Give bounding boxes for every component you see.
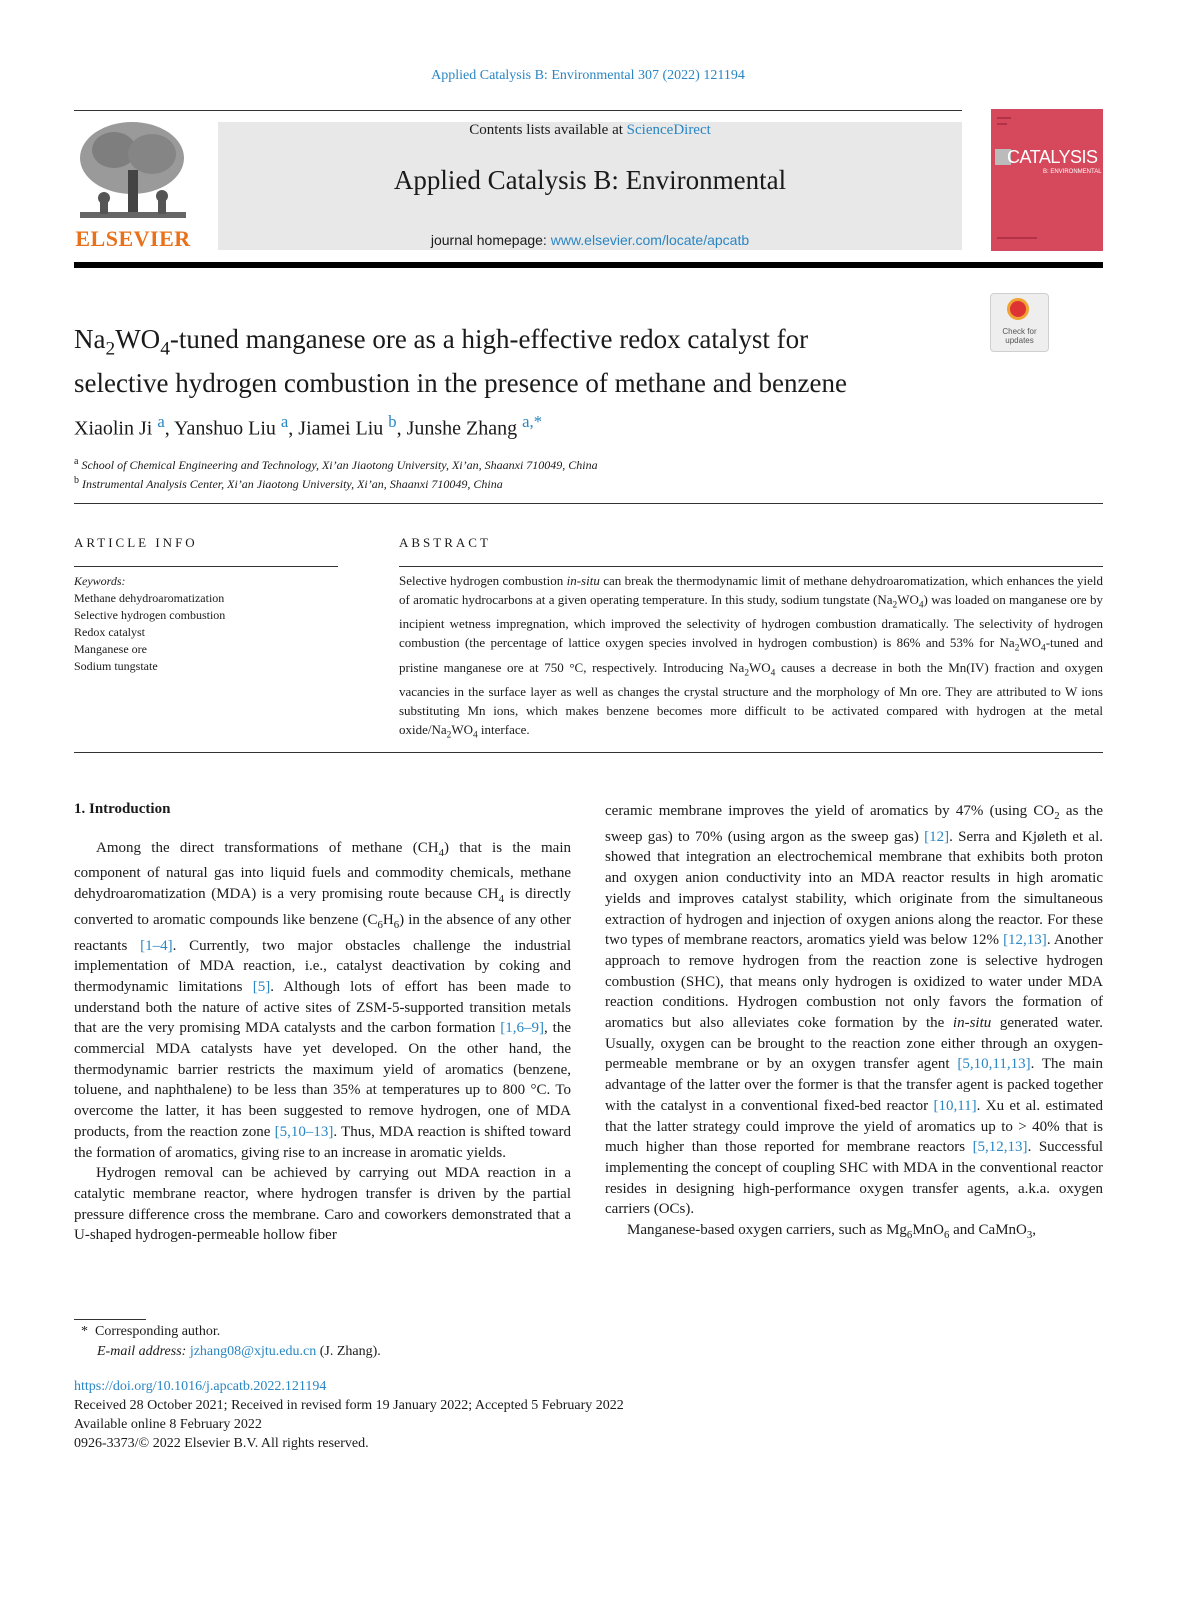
- paragraph: ceramic membrane improves the yield of aromatics by 47% (using $CO_2$ as the sweep gas) to 70% (using argon as the sweep gas) [12]. Serra and Kjøleth et al. showed that integration an electrochemical membrane that exhibits both proton and oxygen anion conductivity into an MDA reactor results in high aromatic yields and improves catalyst stability, which originate from the simultaneous extraction of hydrogen and injection of oxygen anions along the reactor. For these two types of membrane reactors, aromatics yield was below 12% [12,13]. Another approach to remove hydrogen from the reaction zone is selective hydrogen combustion (SHC), that means only hydrogen is oxidized to water under MDA reaction conditions. Hydrogen combustion not only favors the formation of aromatics but also alleviates coke formation by the in-situ generated water. Usually, oxygen can be brought to the reaction zone either through an oxygen-permeable membrane or by an oxygen transfer agent [5,10,11,13]. The main advantage of the latter over the former is that the transfer agent is packed together with the catalyst in a conventional fixed-bed reactor [10,11]. Xu et al. estimated that the latter strategy could improve the yield of aromatics up to > 40% that is much higher than those reported for membrane reactors [5,12,13]. Successful implementing the concept of coupling SHC with MDA in the conventional reactor resides in designing high-performance oxygen transfer agents, a.k.a. oxygen carriers (OCs).: [605, 803, 1103, 1218]
- author-affiliation-mark[interactable]: b: [388, 412, 397, 431]
- reference-link[interactable]: [5,12,13]: [972, 1139, 1028, 1156]
- title-text: Na: [74, 324, 106, 354]
- elsevier-wordmark: ELSEVIER: [75, 226, 191, 251]
- copyright: 0926-3373/© 2022 Elsevier B.V. All rights reserved.: [74, 1436, 369, 1451]
- cover-title: CATALYSIS: [1007, 147, 1098, 167]
- reference-link[interactable]: [1–4]: [140, 937, 173, 954]
- received-dates: Received 28 October 2021; Received in revised form 19 January 2022; Accepted 5 February 2022: [74, 1398, 624, 1413]
- author-affiliation-mark[interactable]: a,*: [522, 412, 543, 431]
- reference-link[interactable]: [1,6–9]: [500, 1020, 545, 1037]
- body-column-right: [605, 801, 1103, 1246]
- affiliation-key: a: [74, 456, 79, 467]
- title-subscript: 4: [160, 338, 170, 360]
- journal-title: Applied Catalysis B: Environmental: [393, 165, 787, 195]
- keyword: Methane dehydroaromatization: [74, 591, 225, 605]
- reference-link[interactable]: [5,10–13]: [274, 1123, 334, 1140]
- doi-link[interactable]: https://doi.org/10.1016/j.apcatb.2022.121194: [74, 1379, 327, 1394]
- masthead-rule: [74, 262, 1103, 268]
- author-name[interactable]: Junshe Zhang: [406, 417, 518, 440]
- check-for-updates-badge[interactable]: [990, 293, 1049, 352]
- section-heading: 1. Introduction: [74, 801, 171, 817]
- article-title: [74, 322, 974, 401]
- homepage-prefix: journal homepage:: [430, 232, 551, 248]
- affiliation: [74, 454, 598, 473]
- email-line: E-mail address: jzhang08@xjtu.edu.cn (J. Zhang).: [97, 1344, 381, 1359]
- cover-subtitle: B: ENVIRONMENTAL: [1043, 169, 1102, 175]
- journal-citation-link[interactable]: Applied Catalysis B: Environmental 307 (2022) 121194: [431, 68, 745, 83]
- check-updates-icon: [1007, 298, 1029, 320]
- elsevier-tree-icon: [74, 120, 192, 224]
- author-name[interactable]: Jiamei Liu: [298, 417, 384, 440]
- paragraph: Hydrogen removal can be achieved by carrying out MDA reaction in a catalytic membrane reactor, where hydrogen transfer is driven by the partial pressure difference cross the membrane. Caro and coworkers demonstrated that a U-shaped hydrogen-permeable hollow fiber: [74, 1165, 571, 1244]
- article-info-rule: [74, 566, 338, 567]
- journal-homepage: [218, 232, 962, 248]
- reference-link[interactable]: [5,10,11,13]: [957, 1056, 1031, 1073]
- journal-citation[interactable]: [0, 68, 1176, 84]
- author-list: Xiaolin Ji $^a$, Yanshuo Liu $^a$, Jiamei Liu $^b$, Junshe Zhang $^{a,*}$: [74, 412, 543, 440]
- journal-cover-thumbnail[interactable]: [991, 109, 1103, 251]
- check-updates-label: Check for updates: [1002, 327, 1037, 345]
- reference-link[interactable]: [12]: [924, 828, 950, 845]
- elsevier-logo[interactable]: [74, 120, 192, 252]
- contents-prefix: Contents lists available at: [469, 122, 627, 138]
- title-subscript: 2: [105, 338, 116, 360]
- title-text: selective hydrogen combustion in the presence of methane and benzene: [74, 368, 847, 399]
- paragraph: Among the direct transformations of methane $(CH_4)$ that is the main component of natural gas into liquid fuels and commodity chemicals, methane dehydroaromatization (MDA) is a very promising route because $CH_4$ is directly converted to aromatic compounds like benzene $(C_6H_6)$ in the absence of any other reactants [1–4]. Currently, two major obstacles challenge the industrial implementation of MDA reaction, i.e., catalyst deactivation by coking and thermodynamic limitations [5]. Although lots of effort has been made to understand both the nature of active sites of ZSM-5-supported transition metals that are the very promising MDA catalysts and the carbon formation [1,6–9], the commercial MDA catalysts have yet developed. On the other hand, the thermodynamic barrier restricts the maximum yield of aromatics (benzene, toluene, and naphthalene) to be less than 35% at temperatures up to 800 °C. To overcome the latter, it has been suggested to remove hydrogen, one of MDA products, from the reaction zone [5,10–13]. Thus, MDA reaction is shifted toward the formation of aromatics, giving rise to an increase in aromatic yields.: [74, 839, 572, 1161]
- author-name[interactable]: Yanshuo Liu: [174, 417, 276, 440]
- keywords-block: [74, 573, 338, 675]
- keyword: Manganese ore: [74, 642, 147, 656]
- abstract-body: Selective hydrogen combustion in-situ can break the thermodynamic limit of methane dehydroaromatization, which enhances the yield of aromatic hydrocarbons at a given operating temperature. In this study, sodium tungstate $(Na_2WO_4)$ was loaded on manganese ore by incipient wetness impregnation, which improved the selectivity of hydrogen combustion dramatically. The selectivity of hydrogen combustion (the percentage of lattice oxygen species involved in hydrogen combustion) is 86% and 53% for $Na_2WO_4$-tuned and pristine manganese ore at 750 °C, respectively. Introducing $Na_2WO_4$ causes a decrease in both the Mn(IV) fraction and oxygen vacancies in the surface layer as well as changes the crystal structure and the morphology of Mn ore. They are attributed to W ions substituting Mn ions, which makes benzene becomes more difficult to be activated compared with hydrogen at the metal oxide/$Na_2WO_4$ interface.: [399, 573, 1103, 741]
- cover-decoration: [997, 123, 1007, 125]
- author-name[interactable]: Xiaolin Ji: [74, 417, 153, 440]
- body-column-left: [74, 799, 571, 1246]
- paragraph: Manganese-based oxygen carriers, such as $Mg_6MnO_6$ and CaMnO$_3$,: [627, 1222, 1037, 1242]
- title-text: WO: [115, 324, 161, 354]
- header-rule: [74, 110, 962, 111]
- abstract-rule: [399, 566, 1103, 567]
- keywords-label: Keywords:: [74, 574, 126, 588]
- affiliation-text: Instrumental Analysis Center, Xi’an Jiaotong University, Xi’an, Shaanxi 710049, China: [82, 477, 503, 491]
- cover-decoration: [997, 117, 1011, 119]
- publication-info: [74, 1377, 624, 1453]
- sciencedirect-link[interactable]: ScienceDirect: [626, 122, 711, 138]
- keyword: Redox catalyst: [74, 625, 145, 639]
- journal-masthead: [218, 122, 962, 250]
- footnote: [74, 1322, 381, 1362]
- keyword: Selective hydrogen combustion: [74, 608, 226, 622]
- online-date: Available online 8 February 2022: [74, 1417, 262, 1432]
- affiliation-text: School of Chemical Engineering and Technology, Xi’an Jiaotong University, Xi’an, Shaanxi 710049, China: [81, 458, 598, 472]
- abstract-heading: ABSTRACT: [399, 535, 491, 550]
- footnote-rule: [74, 1319, 146, 1320]
- author-affiliation-mark[interactable]: a: [280, 412, 289, 431]
- affiliation-rule: [74, 503, 1103, 504]
- email-link[interactable]: jzhang08@xjtu.edu.cn: [189, 1344, 317, 1359]
- affiliation-key: b: [74, 475, 79, 486]
- cover-decoration: [997, 237, 1037, 239]
- reference-link[interactable]: [5]: [252, 978, 271, 995]
- affiliations: [74, 454, 598, 492]
- article-info-heading: ARTICLE INFO: [74, 535, 198, 550]
- reference-link[interactable]: [12,13]: [1003, 932, 1047, 949]
- title-text: -tuned manganese ore as a high-effective redox catalyst for: [169, 324, 809, 354]
- keyword: Sodium tungstate: [74, 659, 158, 673]
- reference-link[interactable]: [10,11]: [933, 1097, 977, 1114]
- affiliation: [74, 473, 598, 492]
- contents-line: [218, 122, 962, 139]
- abstract-bottom-rule: [74, 752, 1103, 753]
- author-affiliation-mark[interactable]: a: [157, 412, 165, 431]
- homepage-link[interactable]: www.elsevier.com/locate/apcatb: [550, 232, 750, 248]
- corresponding-author-note: * Corresponding author.: [81, 1324, 221, 1339]
